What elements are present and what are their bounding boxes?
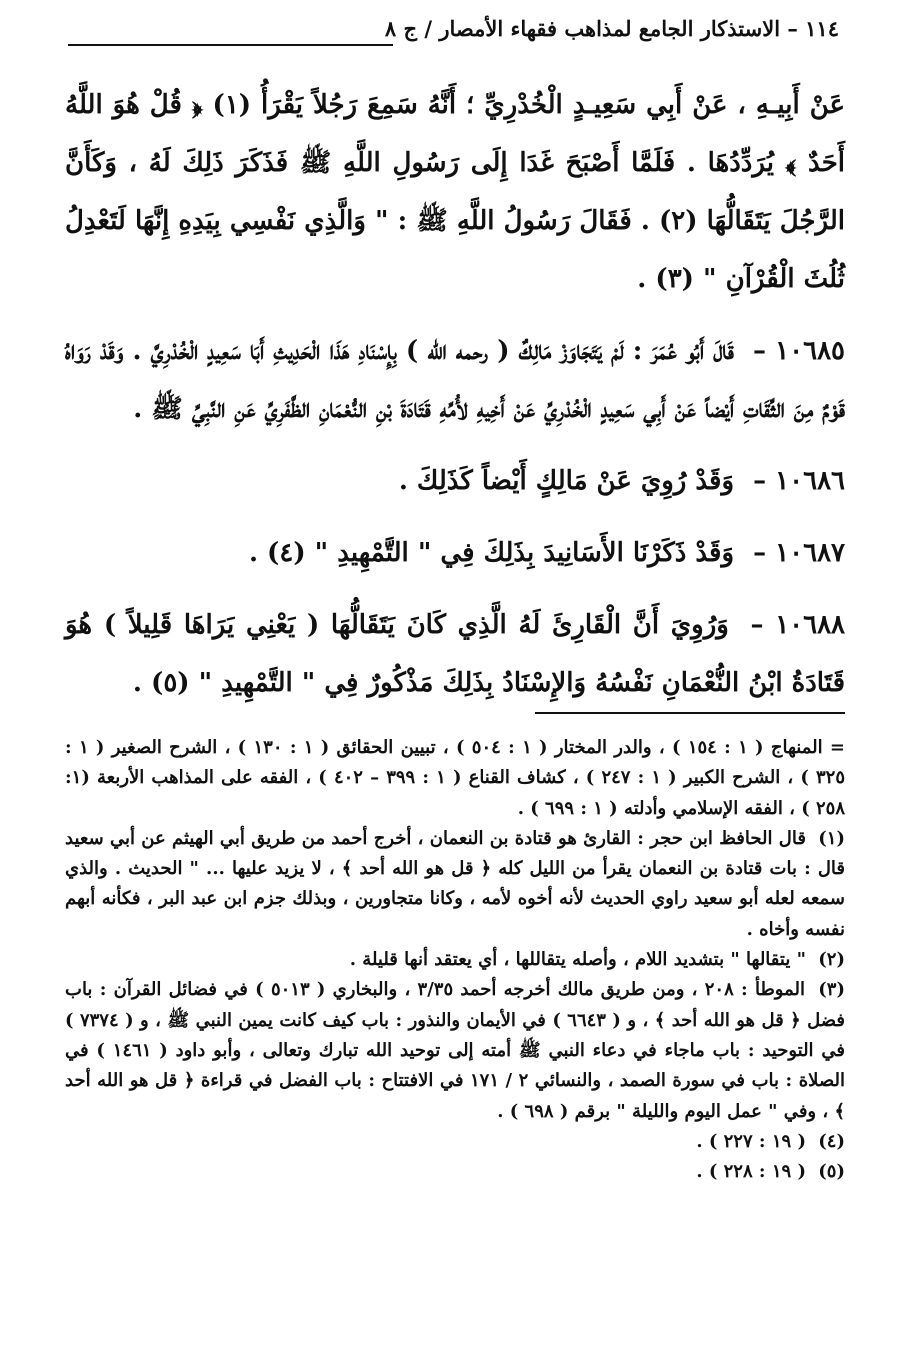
footnote-text: ( ١٩ : ٢٢٨ ) . <box>696 1161 806 1183</box>
footnote-continuation <box>65 733 845 824</box>
paragraph-number: ١٠٦٨٨ – <box>750 610 846 640</box>
footnote-marker: (٥) <box>818 1161 845 1183</box>
footnote-marker: (٣) <box>818 979 845 1001</box>
footnotes <box>65 733 845 1187</box>
footnote-marker: (٤) <box>818 1130 845 1152</box>
main-text <box>65 76 845 726</box>
footnote-term: " يتقالها " <box>730 949 806 971</box>
header-rule <box>68 44 393 46</box>
paragraph-10687 <box>65 524 845 582</box>
paragraph-text: وَقَدْ ذَكَرْنَا الأَسَانِيدَ بِذَلِكَ فِي " التَّمْهِيدِ " (٤) . <box>248 538 735 568</box>
paragraph-text: وَرُوِيَ أَنَّ الْقَارِئَ لَهُ الَّذِي كَانَ يَتَقَالُّهَا ( يَعْنِي يَرَاهَا قَلِيلاً ) هُوَ قَتَادَةُ ابْنُ النُّعْمَانِ نَفْسُهُ وَالإِسْنَادُ بِذَلِكَ مَذْكُورٌ فِي " التَّمْهِيدِ " (٥) . <box>65 610 845 698</box>
footnote-text: قال الحافظ ابن حجر : القارئ هو قتادة بن النعمان ، أخرج أحمد من طريق أبي الهيثم عن أبي سعيد قال : بات قتادة بن النعمان يقرأ من الليل كله ﴿ قل هو الله أحد ﴾ ، لا يزيد عليها ... " الحديث . والذي سمعه لعله أبو سعيد راوي الحديث لأنه أخوه لأمه ، وكانا متجاورين ، وبذلك جزم ابن عبد البر ، فكأنه أبهم نفسه وأخاه . <box>65 827 845 940</box>
paragraph-text: لَمْ يَتَجَاوَزْ مَالِكٌ ( رحمه الله ) بِإِسْنَادِ هَذَا الْحَدِيثِ أَبَا سَعِيدٍ الْخُدْرِيَّ . وَقَدْ رَوَاهُ قَوْمٌ مِنَ الثِّقَاتِ أَيْضاً عَنْ أَبِي سَعِيدٍ الْخُدْرِيِّ عَنْ أَخِيهِ لأُمِّهِ قَتَادَةَ بْنِ النُّعْمَانِ الظَّفَرِيِّ عَنِ النَّبِيِّ ﷺ . <box>65 336 845 424</box>
paragraph-number: ١٠٦٨٦ – <box>753 466 845 496</box>
speaker-label: قَالَ أَبُو عُمَرَ : <box>632 336 734 366</box>
footnote-marker: (١) <box>818 827 845 849</box>
footnote-rule <box>535 712 845 714</box>
paragraph-number: ١٠٦٨٧ – <box>753 538 845 568</box>
running-title: ١١٤ – الاستذكار الجامع لمذاهب فقهاء الأمصار / ج ٨ <box>384 16 839 41</box>
footnote-2 <box>65 945 845 975</box>
footnote-5 <box>65 1157 845 1187</box>
paragraph-hadith <box>65 76 845 308</box>
footnote-1 <box>65 824 845 945</box>
footnote-text: الموطأ : ٢٠٨ ، ومن طريق مالك أخرجه أحمد ٣/٣٥ ، والبخاري ( ٥٠١٣ ) في فضائل القرآن : باب فضل ﴿ قل هو الله أحد ﴾ ، و ( ٦٦٤٣ ) في الأيمان والنذور : باب كيف كانت يمين النبي ﷺ ، و ( ٧٣٧٤ ) في التوحيد : باب ماجاء في دعاء النبي ﷺ أمته إلى توحيد الله تبارك وتعالى ، وأبو داود ( ١٤٦١ ) في الصلاة : باب في سورة الصمد ، والنسائي ٢ / ١٧١ في الافتتاح : باب الفضل في قراءة ﴿ قل هو الله أحد ﴾ ، وفي " عمل اليوم والليلة " برقم ( ٦٩٨ ) . <box>65 979 845 1122</box>
paragraph-number: ١٠٦٨٥ – <box>753 336 845 366</box>
paragraph-10688 <box>65 596 845 712</box>
footnote-3 <box>65 975 845 1126</box>
paragraph-text: وَقَدْ رُوِيَ عَنْ مَالِكٍ أَيْضاً كَذَلِكَ . <box>398 466 735 496</box>
footnote-text: بتشديد اللام ، وأصله يتقاللها ، أي يعتقد أنها قليلة . <box>349 949 725 971</box>
footnote-text: = المنهاج ( ١ : ١٥٤ ) ، والدر المختار ( ١ : ٥٠٤ ) ، تبيين الحقائق ( ١ : ١٣٠ ) ، الشرح الصغير ( ١ : ٣٢٥ ) ، الشرح الكبير ( ١ : ٢٤٧ ) ، كشاف القناع ( ١ : ٣٩٩ – ٤٠٢ ) ، الفقه على المذاهب الأربعة (١: ٢٥٨ ) ، الفقه الإسلامي وأدلته ( ١ : ٦٩٩ ) . <box>65 737 845 819</box>
footnote-4 <box>65 1127 845 1157</box>
hadith-text: عَنْ أَبِيـهِ ، عَنْ أَبِي سَعِيـدٍ الْخُدْرِيِّ ؛ أَنَّهُ سَمِعَ رَجُلاً يَقْرَأُ (١) ﴿ قُلْ هُوَ اللَّهُ أَحَدٌ ﴾ يُرَدِّدُهَا . فَلَمَّا أَصْبَحَ غَدَا إِلَى رَسُولِ اللَّهِ ﷺ فَذَكَرَ ذَلِكَ لَهُ ، وَكَأَنَّ الرَّجُلَ يَتَقَالُّهَا (٢) . فَقَالَ رَسُولُ اللَّهِ ﷺ : " وَالَّذِي نَفْسِي بِيَدِهِ إِنَّهَا لَتَعْدِلُ ثُلُثَ الْقُرْآنِ " (٣) . <box>65 90 845 294</box>
paragraph-10686 <box>65 452 845 510</box>
paragraph-10685 <box>65 322 845 438</box>
footnote-text: ( ١٩ : ٢٢٧ ) . <box>696 1130 806 1152</box>
footnote-marker: (٢) <box>818 949 845 971</box>
running-header <box>69 16 839 52</box>
